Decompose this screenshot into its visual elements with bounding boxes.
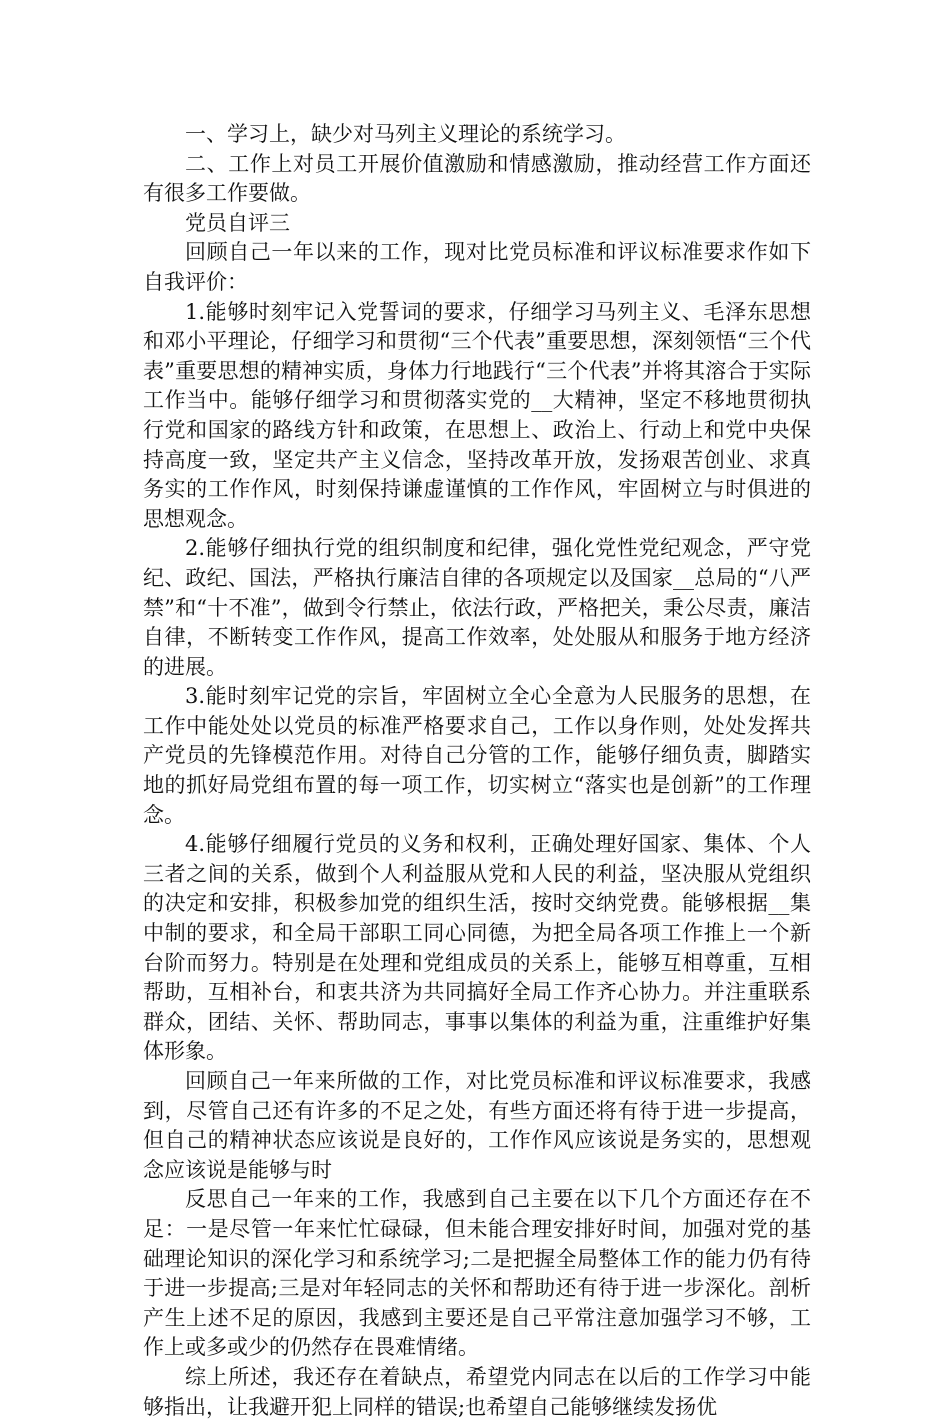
paragraph-review-summary: 回顾自己一年来所做的工作，对比党员标准和评议标准要求，我感到，尽管自己还有许多的不足之处，有些方面还将有待于进一步提高，但自己的精神状态应该说是良好的，工作作风应该说是务实的，思想观念应该说是能够与时: [143, 1069, 811, 1182]
paragraph-conclusion: 综上所述，我还存在着缺点，希望党内同志在以后的工作学习中能够指出，让我避开犯上同样的错误;也希望自己能够继续发扬优: [143, 1364, 811, 1419]
paragraph-item-1: 1.能够时刻牢记入党誓词的要求，仔细学习马列主义、毛泽东思想和邓小平理论，仔细学习和贯彻“三个代表”重要思想，深刻领悟“三个代表”重要思想的精神实质，身体力行地践行“三个代表”并将其溶合于实际工作当中。能够仔细学习和贯彻落实党的__大精神，坚定不移地贯彻执行党和国家的路线方针和政策，在思想上、政治上、行动上和党中央保持高度一致，坚定共产主义信念，坚持改革开放，发扬艰苦创业、求真务实的工作作风，时刻保持谦虚谨慎的工作作风，牢固树立与时俱进的思想观念。: [143, 299, 811, 531]
paragraph-review-intro: 回顾自己一年以来的工作，现对比党员标准和评议标准要求作如下自我评价：: [143, 240, 811, 294]
section-heading-self-evaluation-3: 党员自评三: [185, 210, 290, 235]
paragraph-item-4: 4.能够仔细履行党员的义务和权利，正确处理好国家、集体、个人三者之间的关系，做到个人利益服从党和人民的利益，坚决服从党组织的决定和安排，积极参加党的组织生活，按时交纳党费。能够根据__集中制的要求，和全局干部职工同心同德，为把全局各项工作推上一个新台阶而努力。特别是在处理和党组成员的关系上，能够互相尊重，互相帮助，互相补台，和衷共济为共同搞好全局工作齐心协力。并注重联系群众，团结、关怀、帮助同志，事事以集体的利益为重，注重维护好集体形象。: [143, 832, 811, 1064]
paragraph-study-shortcoming: 一、学习上，缺少对马列主义理论的系统学习。: [185, 122, 626, 146]
paragraph-reflection: 反思自己一年来的工作，我感到自己主要在以下几个方面还存在不足：一是尽管一年来忙忙碌碌，但未能合理安排好时间，加强对党的基础理论知识的深化学习和系统学习;二是把握全局整体工作的能力仍有待于进一步提高;三是对年轻同志的关怀和帮助还有待于进一步深化。剖析产生上述不足的原因，我感到主要还是自己平常注意加强学习不够，工作上或多或少的仍然存在畏难情绪。: [143, 1187, 811, 1360]
document-body: [143, 120, 811, 1422]
paragraph-item-2: 2.能够仔细执行党的组织制度和纪律，强化党性党纪观念，严守党纪、政纪、国法，严格执行廉洁自律的各项规定以及国家__总局的“八严禁”和“十不准”，做到令行禁止，依法行政，严格把关，秉公尽责，廉洁自律，不断转变工作作风，提高工作效率，处处服从和服务于地方经济的进展。: [143, 536, 811, 679]
paragraph-item-3: 3.能时刻牢记党的宗旨，牢固树立全心全意为人民服务的思想，在工作中能处处以党员的标准严格要求自己，工作以身作则，处处发挥共产党员的先锋模范作用。对待自己分管的工作，能够仔细负责，脚踏实地的抓好局党组布置的每一项工作，切实树立“落实也是创新”的工作理念。: [143, 684, 811, 827]
paragraph-work-shortcoming: 二、工作上对员工开展价值激励和情感激励，推动经营工作方面还有很多工作要做。: [143, 151, 811, 206]
